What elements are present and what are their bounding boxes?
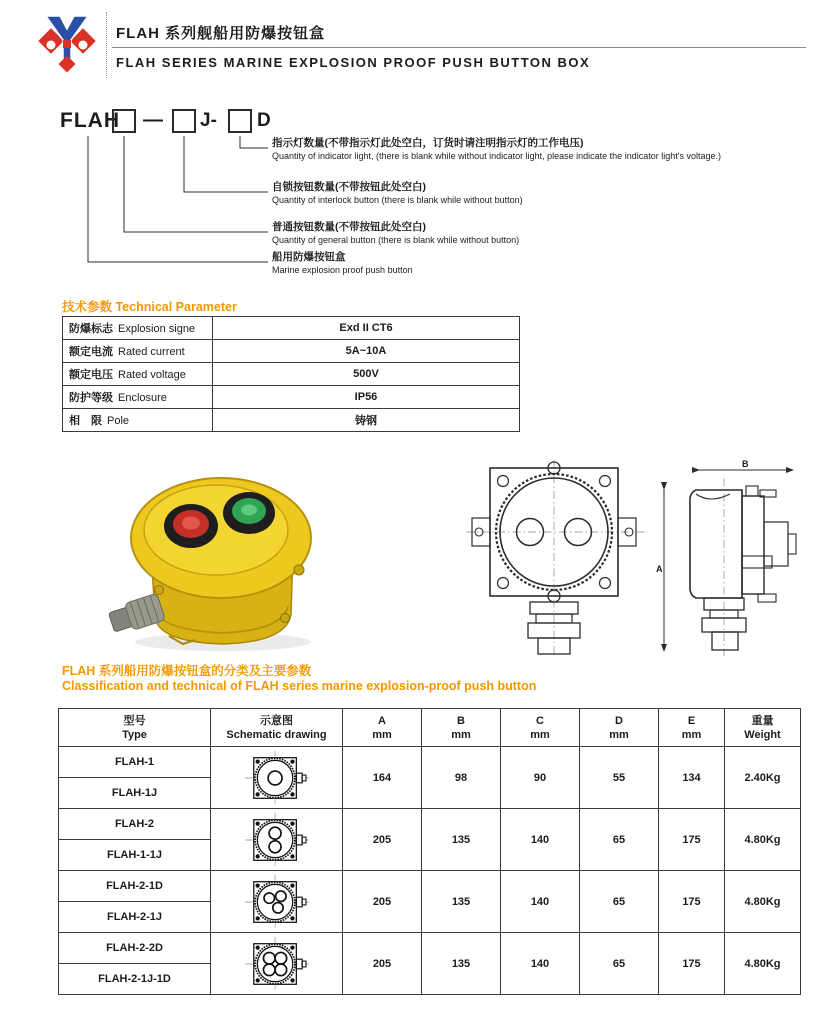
schematic-drawing — [243, 811, 311, 869]
type-value: FLAH-2-1J — [59, 902, 211, 933]
col-schematic-en: Schematic drawing — [226, 728, 327, 741]
schematic-drawing — [243, 749, 311, 807]
classification-heading-en: Classification and technical of FLAH series marine explosion-proof push button — [62, 679, 537, 693]
param-value: 5A~10A — [213, 340, 520, 363]
col-type-zh: 型号 — [123, 714, 146, 727]
table-row — [63, 386, 520, 409]
page-title-zh: FLAH 系列舰船用防爆按钮盒 — [116, 25, 326, 42]
dim-e-value: 175 — [659, 809, 725, 871]
model-blank-box-indicator — [228, 109, 252, 133]
schematic-drawing — [243, 873, 311, 931]
col-dim-unit: mm — [609, 728, 629, 741]
weight-value: 4.80Kg — [725, 871, 801, 933]
col-dim-unit: mm — [451, 728, 471, 741]
param-value: Exd II CT6 — [213, 317, 520, 340]
annotation-zh: 指示灯数量(不带指示灯此处空白，订货时请注明指示灯的工作电压) — [272, 137, 584, 149]
param-value: IP56 — [213, 386, 520, 409]
col-dim-unit: mm — [530, 728, 550, 741]
col-weight-zh: 重量 — [751, 714, 774, 727]
weight-value: 4.80Kg — [725, 933, 801, 995]
param-label-zh: 防爆标志 — [69, 323, 113, 335]
param-value: 500V — [213, 363, 520, 386]
cable-gland-icon — [107, 593, 165, 636]
table-row — [63, 363, 520, 386]
annotation-general-button — [272, 221, 812, 246]
annotation-en: Marine explosion proof push button — [272, 265, 413, 275]
col-weight-en: Weight — [744, 728, 781, 741]
dim-a-value: 205 — [343, 933, 422, 995]
front-view-drawing — [466, 460, 648, 658]
dim-a-value: 164 — [343, 747, 422, 809]
param-label-zh: 防护等级 — [69, 392, 113, 404]
dim-e-value: 134 — [659, 747, 725, 809]
param-label-zh: 相 限 — [69, 415, 102, 427]
param-label-en: Pole — [107, 415, 130, 427]
red-button-icon — [164, 504, 218, 548]
dim-b-label: B — [742, 460, 749, 469]
col-dim-letter: B — [457, 714, 465, 727]
dim-e-value: 175 — [659, 871, 725, 933]
col-dim-unit: mm — [372, 728, 392, 741]
model-d-label: D — [257, 110, 271, 131]
model-prefix: FLAH — [60, 109, 120, 132]
annotation-en: Quantity of interlock button (there is blank while without button) — [272, 195, 523, 205]
dim-a-label: A — [656, 564, 663, 574]
type-value: FLAH-2-1J-1D — [59, 964, 211, 995]
dim-d-value: 65 — [580, 809, 659, 871]
dim-a-value: 205 — [343, 809, 422, 871]
annotation-series-name — [272, 251, 812, 276]
dim-c-value: 140 — [501, 933, 580, 995]
dim-b-value: 98 — [422, 747, 501, 809]
col-dim-letter: D — [615, 714, 623, 727]
weight-value: 2.40Kg — [725, 747, 801, 809]
col-dim-letter: A — [378, 714, 386, 727]
side-view-drawing — [650, 460, 802, 658]
weight-value: 4.80Kg — [725, 809, 801, 871]
model-blank-box-general — [112, 109, 136, 133]
dim-d-value: 55 — [580, 747, 659, 809]
dim-b-value: 135 — [422, 933, 501, 995]
param-label-en: Rated voltage — [118, 369, 186, 381]
param-label-en: Rated current — [118, 346, 185, 358]
param-label-en: Explosion signe — [118, 323, 196, 335]
annotation-zh: 自锁按钮数量(不带按钮此处空白) — [272, 181, 426, 193]
dim-a-value: 205 — [343, 871, 422, 933]
annotation-en: Quantity of general button (there is blank while without button) — [272, 235, 520, 245]
model-blank-box-interlock — [172, 109, 196, 133]
param-label-zh: 额定电压 — [69, 369, 113, 381]
col-dim-unit: mm — [681, 728, 702, 741]
dim-c-value: 140 — [501, 871, 580, 933]
classification-heading-zh: FLAH 系列船用防爆按钮盒的分类及主要参数 — [62, 664, 312, 678]
type-value: FLAH-1J — [59, 778, 211, 809]
annotation-zh: 普通按钮数量(不带按钮此处空白) — [272, 221, 426, 233]
product-photo — [95, 458, 347, 656]
green-button-icon — [223, 492, 275, 534]
classification-heading — [62, 664, 536, 694]
dim-d-value: 65 — [580, 871, 659, 933]
type-value: FLAH-2-1D — [59, 871, 211, 902]
schematic-drawing — [243, 935, 311, 993]
technical-parameter-heading: 技术参数 Technical Parameter — [62, 300, 237, 314]
type-value: FLAH-1 — [59, 747, 211, 778]
col-dim-letter: E — [687, 714, 696, 727]
col-type-en: Type — [122, 728, 147, 741]
table-row — [63, 340, 520, 363]
annotation-interlock-button — [272, 181, 812, 206]
type-value: FLAH-1-1J — [59, 840, 211, 871]
model-dash: — — [143, 109, 163, 131]
col-schematic-zh: 示意图 — [260, 714, 293, 727]
type-value: FLAH-2 — [59, 809, 211, 840]
table-row — [59, 809, 801, 840]
classification-table — [58, 708, 801, 995]
table-row — [63, 409, 520, 432]
annotation-en: Quantity of indicator light, (there is blank while without indicator light, please indicate the indicator light's voltage.) — [272, 151, 721, 161]
dim-e-value: 175 — [659, 933, 725, 995]
technical-parameter-table — [62, 316, 520, 432]
dim-c-value: 140 — [501, 809, 580, 871]
table-row — [63, 317, 520, 340]
table-header-row — [59, 709, 801, 747]
param-label-zh: 额定电流 — [69, 346, 113, 358]
annotation-zh: 船用防爆按钮盒 — [272, 251, 346, 263]
company-logo-icon — [34, 14, 100, 78]
table-row — [59, 933, 801, 964]
type-value: FLAH-2-2D — [59, 933, 211, 964]
header-rule — [112, 47, 806, 48]
table-row — [59, 871, 801, 902]
dim-b-value: 135 — [422, 871, 501, 933]
annotation-indicator-light — [272, 137, 812, 162]
model-j-label: J- — [200, 110, 217, 131]
table-row — [59, 747, 801, 778]
col-dim-letter: C — [536, 714, 544, 727]
header-divider — [106, 12, 107, 78]
dim-d-value: 65 — [580, 933, 659, 995]
page-title-en: FLAH SERIES MARINE EXPLOSION PROOF PUSH BUTTON BOX — [116, 55, 591, 70]
dim-c-value: 90 — [501, 747, 580, 809]
dim-b-value: 135 — [422, 809, 501, 871]
param-value: 铸钢 — [213, 409, 520, 432]
param-label-en: Enclosure — [118, 392, 167, 404]
